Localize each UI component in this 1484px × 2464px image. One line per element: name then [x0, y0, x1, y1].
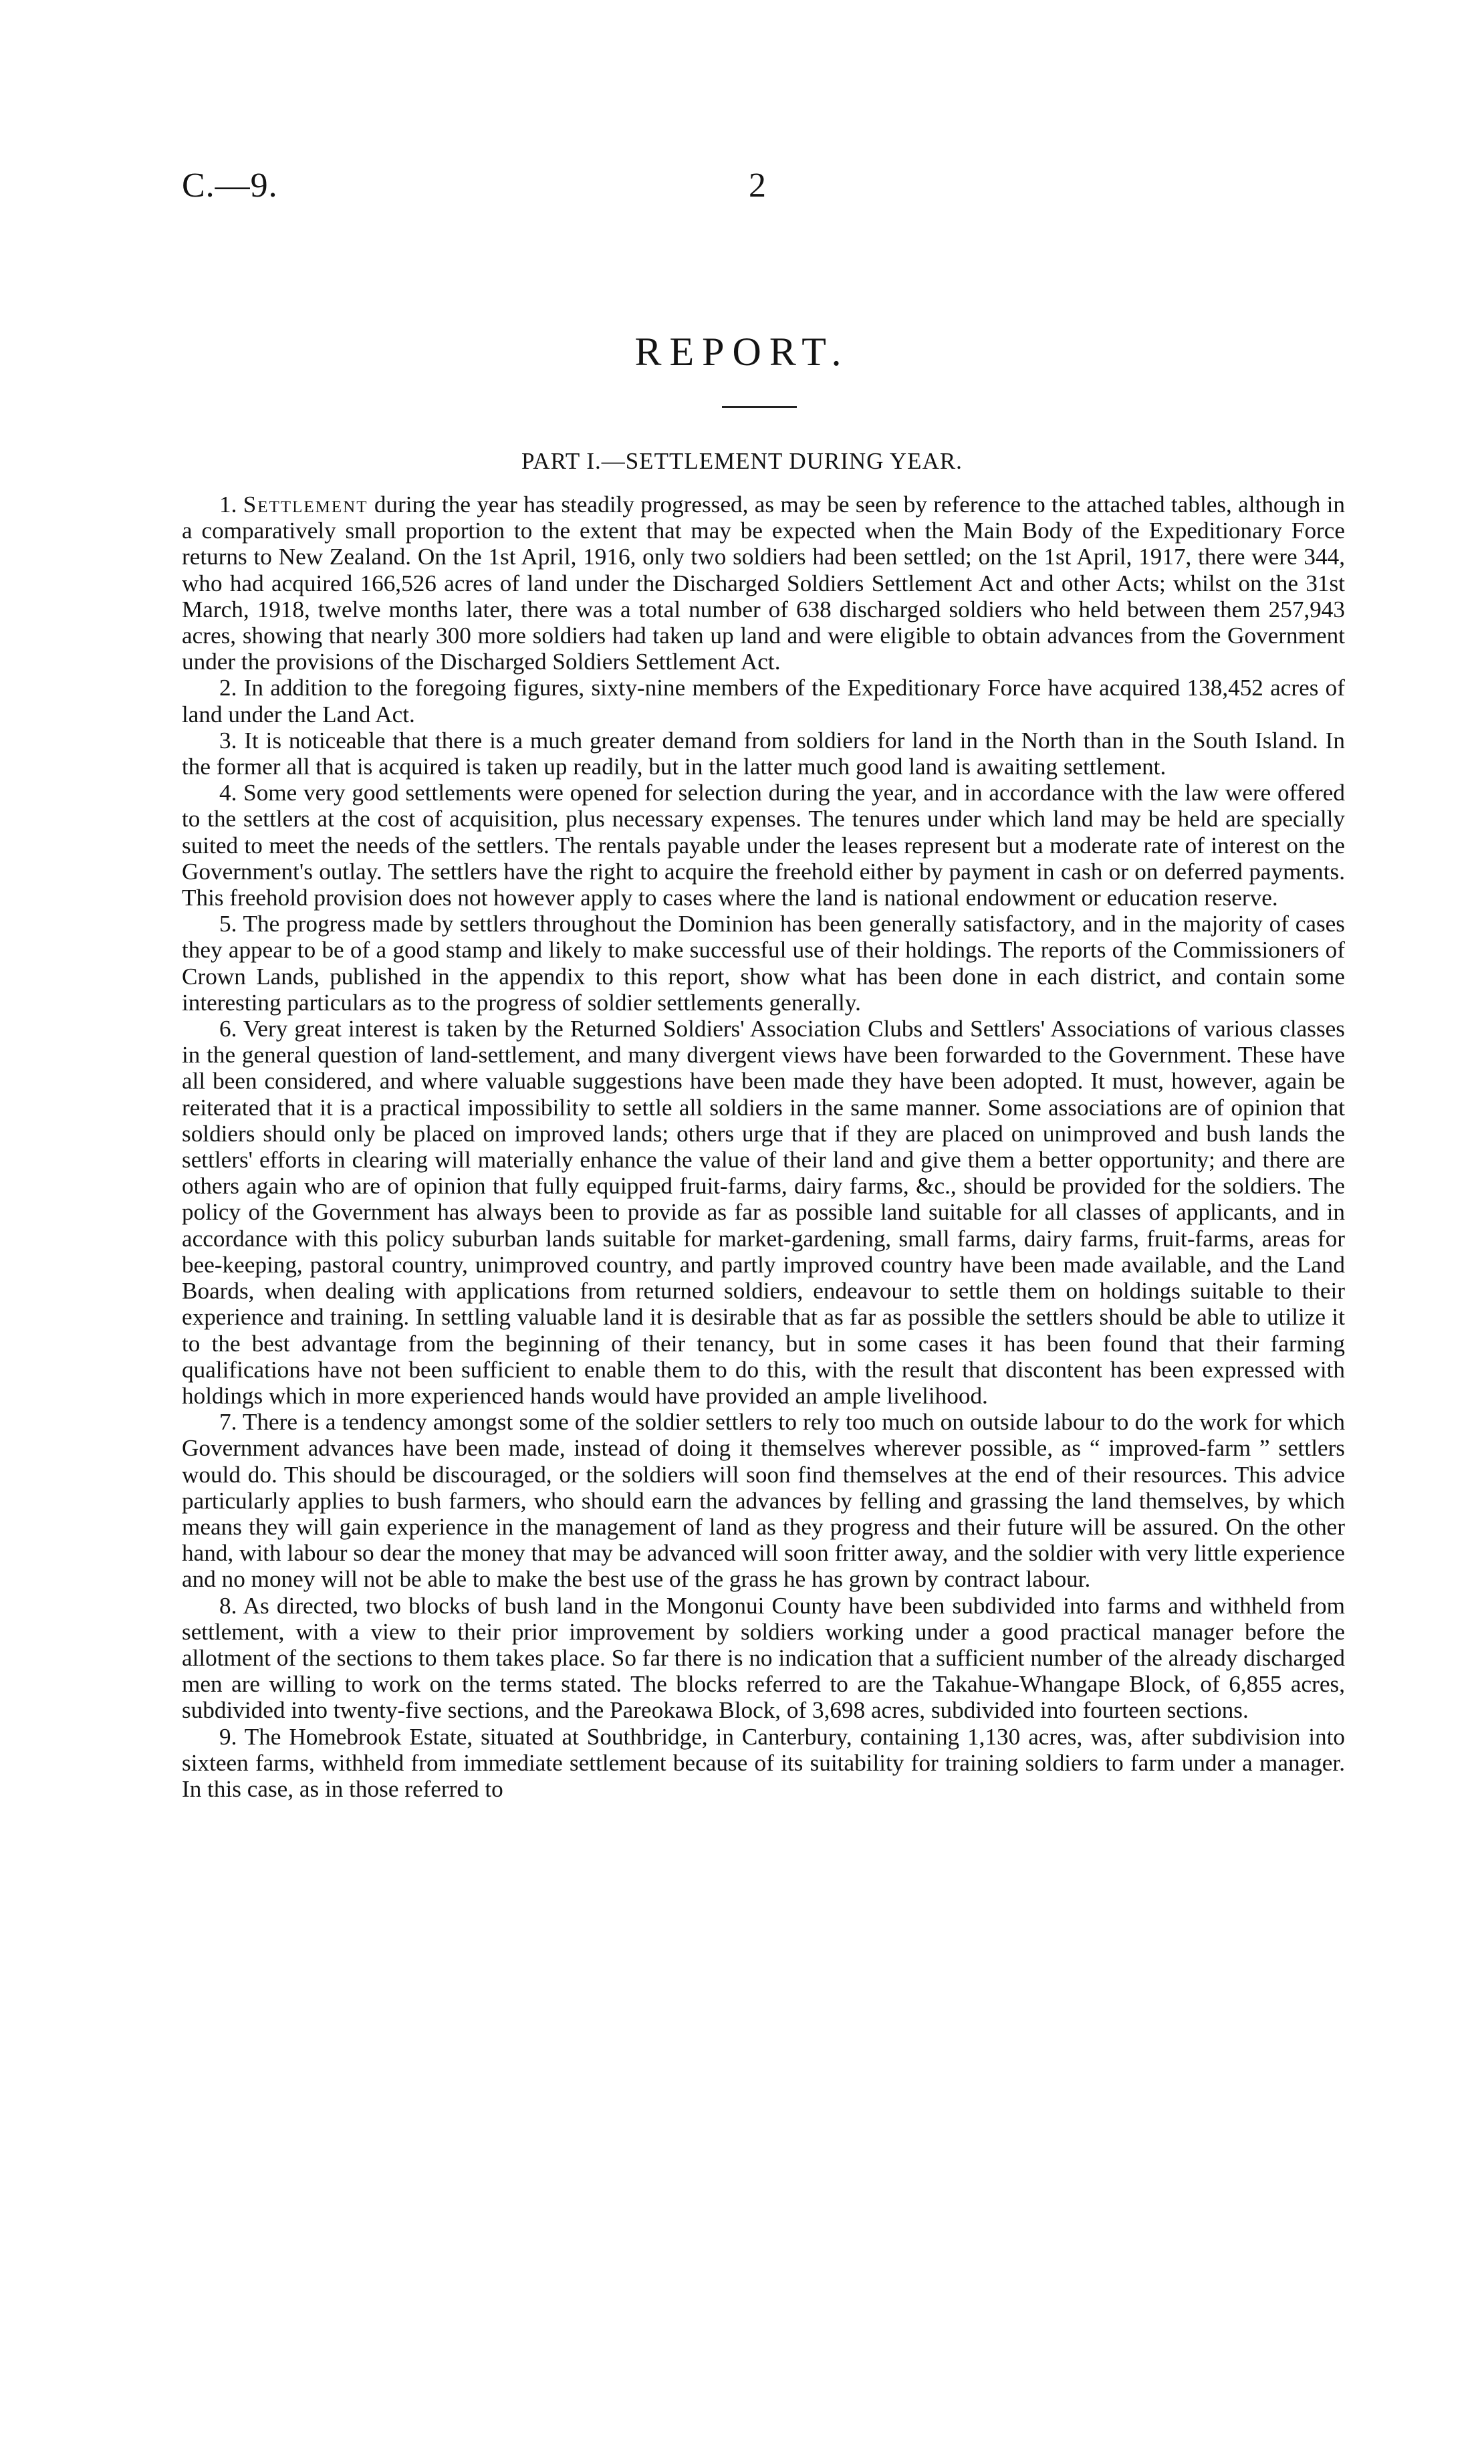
paragraph-1-number: 1. — [219, 491, 243, 518]
paragraph-5: 5. The progress made by settlers throughout the Dominion has been generally satisfactory, and in the majority of cases they appear to be of a good stamp and likely to make successful use of their holdings. The reports of the Commissioners of Crown Lands, published in the appendix to this report, show what has been done in each district, and contain some interesting particulars as to the progress of soldier settlements generally. — [182, 911, 1345, 1016]
report-title: REPORT. — [634, 330, 850, 374]
paragraph-6: 6. Very great interest is taken by the Returned Soldiers' Association Clubs and Settlers' Associations of various classes in the general question of land-settlement, and many divergent views have been forwarded to the Government. These have all been considered, and where valuable suggestions have been made they have been adopted. It must, however, again be reiterated that it is a practical impossibility to settle all soldiers in the same manner. Some associations are of opinion that soldiers should only be placed on improved lands; others urge that if they are placed on unimproved and bush lands the settlers' efforts in clearing will materially enhance the value of their land and give them a better opportunity; and there are others again who are of opinion that fully equipped fruit-farms, dairy farms, &c., should be provided for the soldiers. The policy of the Government has always been to provide as far as possible land suitable for all classes of applicants, and in accordance with this policy suburban lands suitable for market-gardening, small farms, dairy farms, fruit-farms, areas for bee-keeping, pastoral country, unimproved country, and partly improved country have been made available, and the Land Boards, when dealing with applications from returned soldiers, endeavour to settle them on holdings suitable to their experience and training. In settling valuable land it is desirable that as far as possible the settlers should be able to utilize it to the best advantage from the beginning of their tenancy, but in some cases it has been found that their farming qualifications have not been sufficient to enable them to do this, with the result that discontent has been expressed with holdings which in more experienced hands would have provided an ample livelihood. — [182, 1016, 1345, 1409]
paragraph-3: 3. It is noticeable that there is a much greater demand from soldiers for land in the North than in the South Island. In the former all that is acquired is taken up readily, but in the latter much good land is awaiting settlement. — [182, 727, 1345, 780]
paragraph-4: 4. Some very good settlements were opened for selection during the year, and in accordance with the law were offered to the settlers at the cost of acquisition, plus necessary expenses. The tenures under which land may be held are specially suited to meet the needs of the settlers. The rentals payable under the leases represent but a moderate rate of interest on the Government's outlay. The settlers have the right to acquire the freehold either by payment in cash or on deferred payments. This freehold provision does not however apply to cases where the land is national endowment or education reserve. — [182, 780, 1345, 911]
paragraph-1-lead-word: Settlement — [243, 491, 368, 518]
paragraph-9: 9. The Homebrook Estate, situated at Southbridge, in Canterbury, containing 1,130 acres, was, after subdivision into sixteen farms, withheld from immediate settlement because of its suitability for training soldiers to farm under a manager. In this case, as in those referred to — [182, 1723, 1345, 1802]
paragraph-8: 8. As directed, two blocks of bush land in the Mongonui County have been subdivided into farms and withheld from settlement, with a view to their prior improvement by soldiers working under a good practical manager before the allotment of the sections to them takes place. So far there is no indication that a sufficient number of the already discharged men are willing to work on the terms stated. The blocks referred to are the Takahue-Whangape Block, of 6,855 acres, subdivided into twenty-five sections, and the Pareokawa Block, of 3,698 acres, subdivided into fourteen sections. — [182, 1592, 1345, 1724]
title-rule — [722, 406, 797, 408]
paragraph-1-text: during the year has steadily progressed, as may be seen by reference to the attached tables, although in a comparatively small proportion to the extent that may be expected when the Main Body of the Expeditionary Force returns to New Zealand. On the 1st April, 1916, only two soldiers had been settled; on the 1st April, 1917, there were 344, who had acquired 166,526 acres of land under the Discharged Soldiers Settlement Act and other Acts; whilst on the 31st March, 1918, twelve months later, there was a total number of 638 discharged soldiers who held between them 257,943 acres, showing that nearly 300 more soldiers had taken up land and were eligible to obtain advances from the Government under the provisions of the Discharged Soldiers Settlement Act. — [182, 491, 1346, 675]
report-body — [182, 491, 1345, 1802]
document-reference: C.—9. — [182, 166, 278, 205]
paragraph-2: 2. In addition to the foregoing figures, sixty-nine members of the Expeditionary Force have acquired 138,452 acres of land under the Land Act. — [182, 675, 1345, 727]
paragraph-7: 7. There is a tendency amongst some of the soldier settlers to rely too much on outside labour to do the work for which Government advances have been made, instead of doing it themselves wherever possible, as “ improved-farm ” settlers would do. This should be discouraged, or the soldiers will soon find themselves at the end of their resources. This advice particularly applies to bush farmers, who should earn the advances by felling and grassing the land themselves, by which means they will gain experience in the management of land as they progress and their future will be assured. On the other hand, with labour so dear the money that may be advanced will soon fritter away, and the soldier with very little experience and no money will not be able to make the best use of the grass he has grown by contract labour. — [182, 1409, 1345, 1593]
page-number: 2 — [749, 166, 766, 205]
part-heading: PART I.—SETTLEMENT DURING YEAR. — [521, 448, 963, 474]
paragraph-1 — [182, 491, 1345, 675]
